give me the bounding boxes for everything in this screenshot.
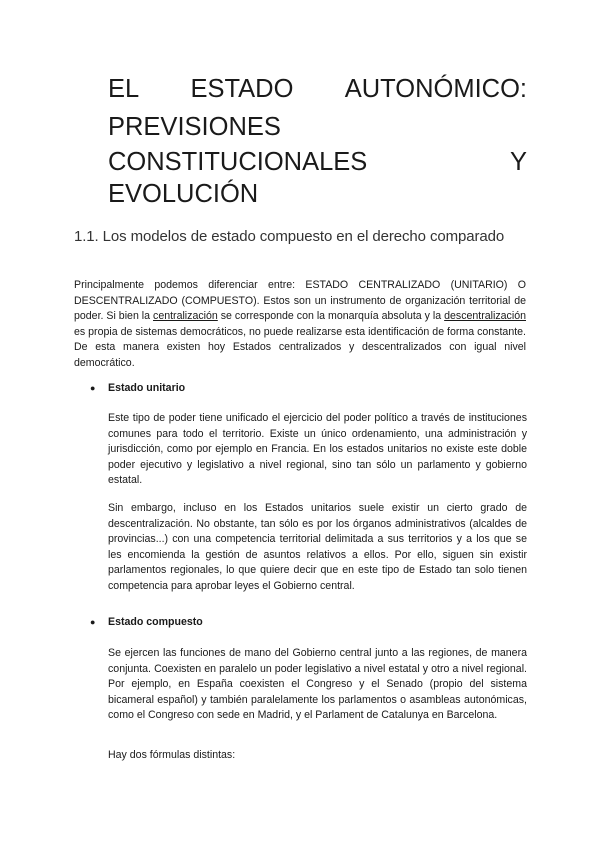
- unitario-paragraph-1: Este tipo de poder tiene unificado el ejercicio del poder político a través de instituciones comunes para todo el territorio. Existe un único ordenamiento, una administración y jurisdicción, como por ejemplo en Francia. En los estados unitarios no existe este doble poder ejecutivo y legislativo a nivel regional, sino tan sólo un parlamento y gobierno estatal.: [108, 412, 527, 487]
- title-line-3: [108, 145, 527, 179]
- title-word: Y: [509, 148, 527, 176]
- intro-paragraph: [74, 278, 526, 372]
- bullet-dot-icon: ●: [90, 617, 96, 627]
- title-word: EL: [108, 75, 140, 103]
- bullet-label: Estado unitario: [108, 382, 186, 394]
- bullet-estado-unitario: [90, 382, 185, 394]
- title-word: CONSTITUCIONALES: [108, 148, 368, 176]
- section-heading: 1.1. Los modelos de estado compuesto en el derecho comparado: [74, 228, 505, 245]
- bullet-dot-icon: ●: [90, 383, 96, 393]
- unitario-paragraph-2: Sin embargo, incluso en los Estados unitarios suele existir un cierto grado de descentralización. No obstante, tan sólo es por los órganos administrativos (alcaldes de provincias...) con una competencia territorial delimitada a sus territorios y a los que se les encomienda la gestión de asuntos relativos a ellos. Por ello, siguen sin existir parlamentos regionales, lo que quiere decir que en este tipo de Estado tan solo tienen competencia para aprobar leyes el Gobierno central.: [108, 502, 527, 592]
- intro-text: Principalmente podemos diferenciar entre: ESTADO CENTRALIZADO (UNITARIO) O DESCENTRALIZADO (COMPUESTO). Estos son un instrumento de organización territorial de poder. Si bien la: [74, 279, 526, 323]
- title-line-1: [108, 72, 527, 106]
- compuesto-paragraph-1: Se ejercen las funciones de mano del Gobierno central junto a las regiones, de manera conjunta. Coexisten en paralelo un poder legislativo a nivel estatal y otro a nivel regional. Por ejemplo, en España coexisten el Congreso y el Senado (propio del sistema bicameral español) y también paralelamente los parlamentos o asambleas autonómicas, como el Congreso con sede en Madrid, y el Parlament de Catalunya en Barcelona.: [108, 647, 527, 722]
- title-word: AUTONÓMICO:: [344, 75, 527, 103]
- intro-text: es propia de sistemas democráticos, no puede realizarse esta identificación de forma constante. De esta manera existen hoy Estados centralizados y descentralizados con igual nivel democrático.: [74, 325, 526, 369]
- bullet-label: Estado compuesto: [108, 616, 203, 628]
- bullet-estado-compuesto: [90, 616, 203, 628]
- intro-text: se corresponde con la monarquía absoluta y la: [217, 310, 445, 323]
- title-word: ESTADO: [190, 75, 294, 103]
- title-line-2: PREVISIONES: [108, 113, 281, 141]
- compuesto-paragraph-2: Hay dos fórmulas distintas:: [108, 749, 236, 761]
- descentralizacion-link[interactable]: descentralización: [444, 310, 526, 323]
- title-line-4: EVOLUCIÓN: [108, 180, 259, 208]
- centralizacion-link[interactable]: centralización: [153, 310, 218, 323]
